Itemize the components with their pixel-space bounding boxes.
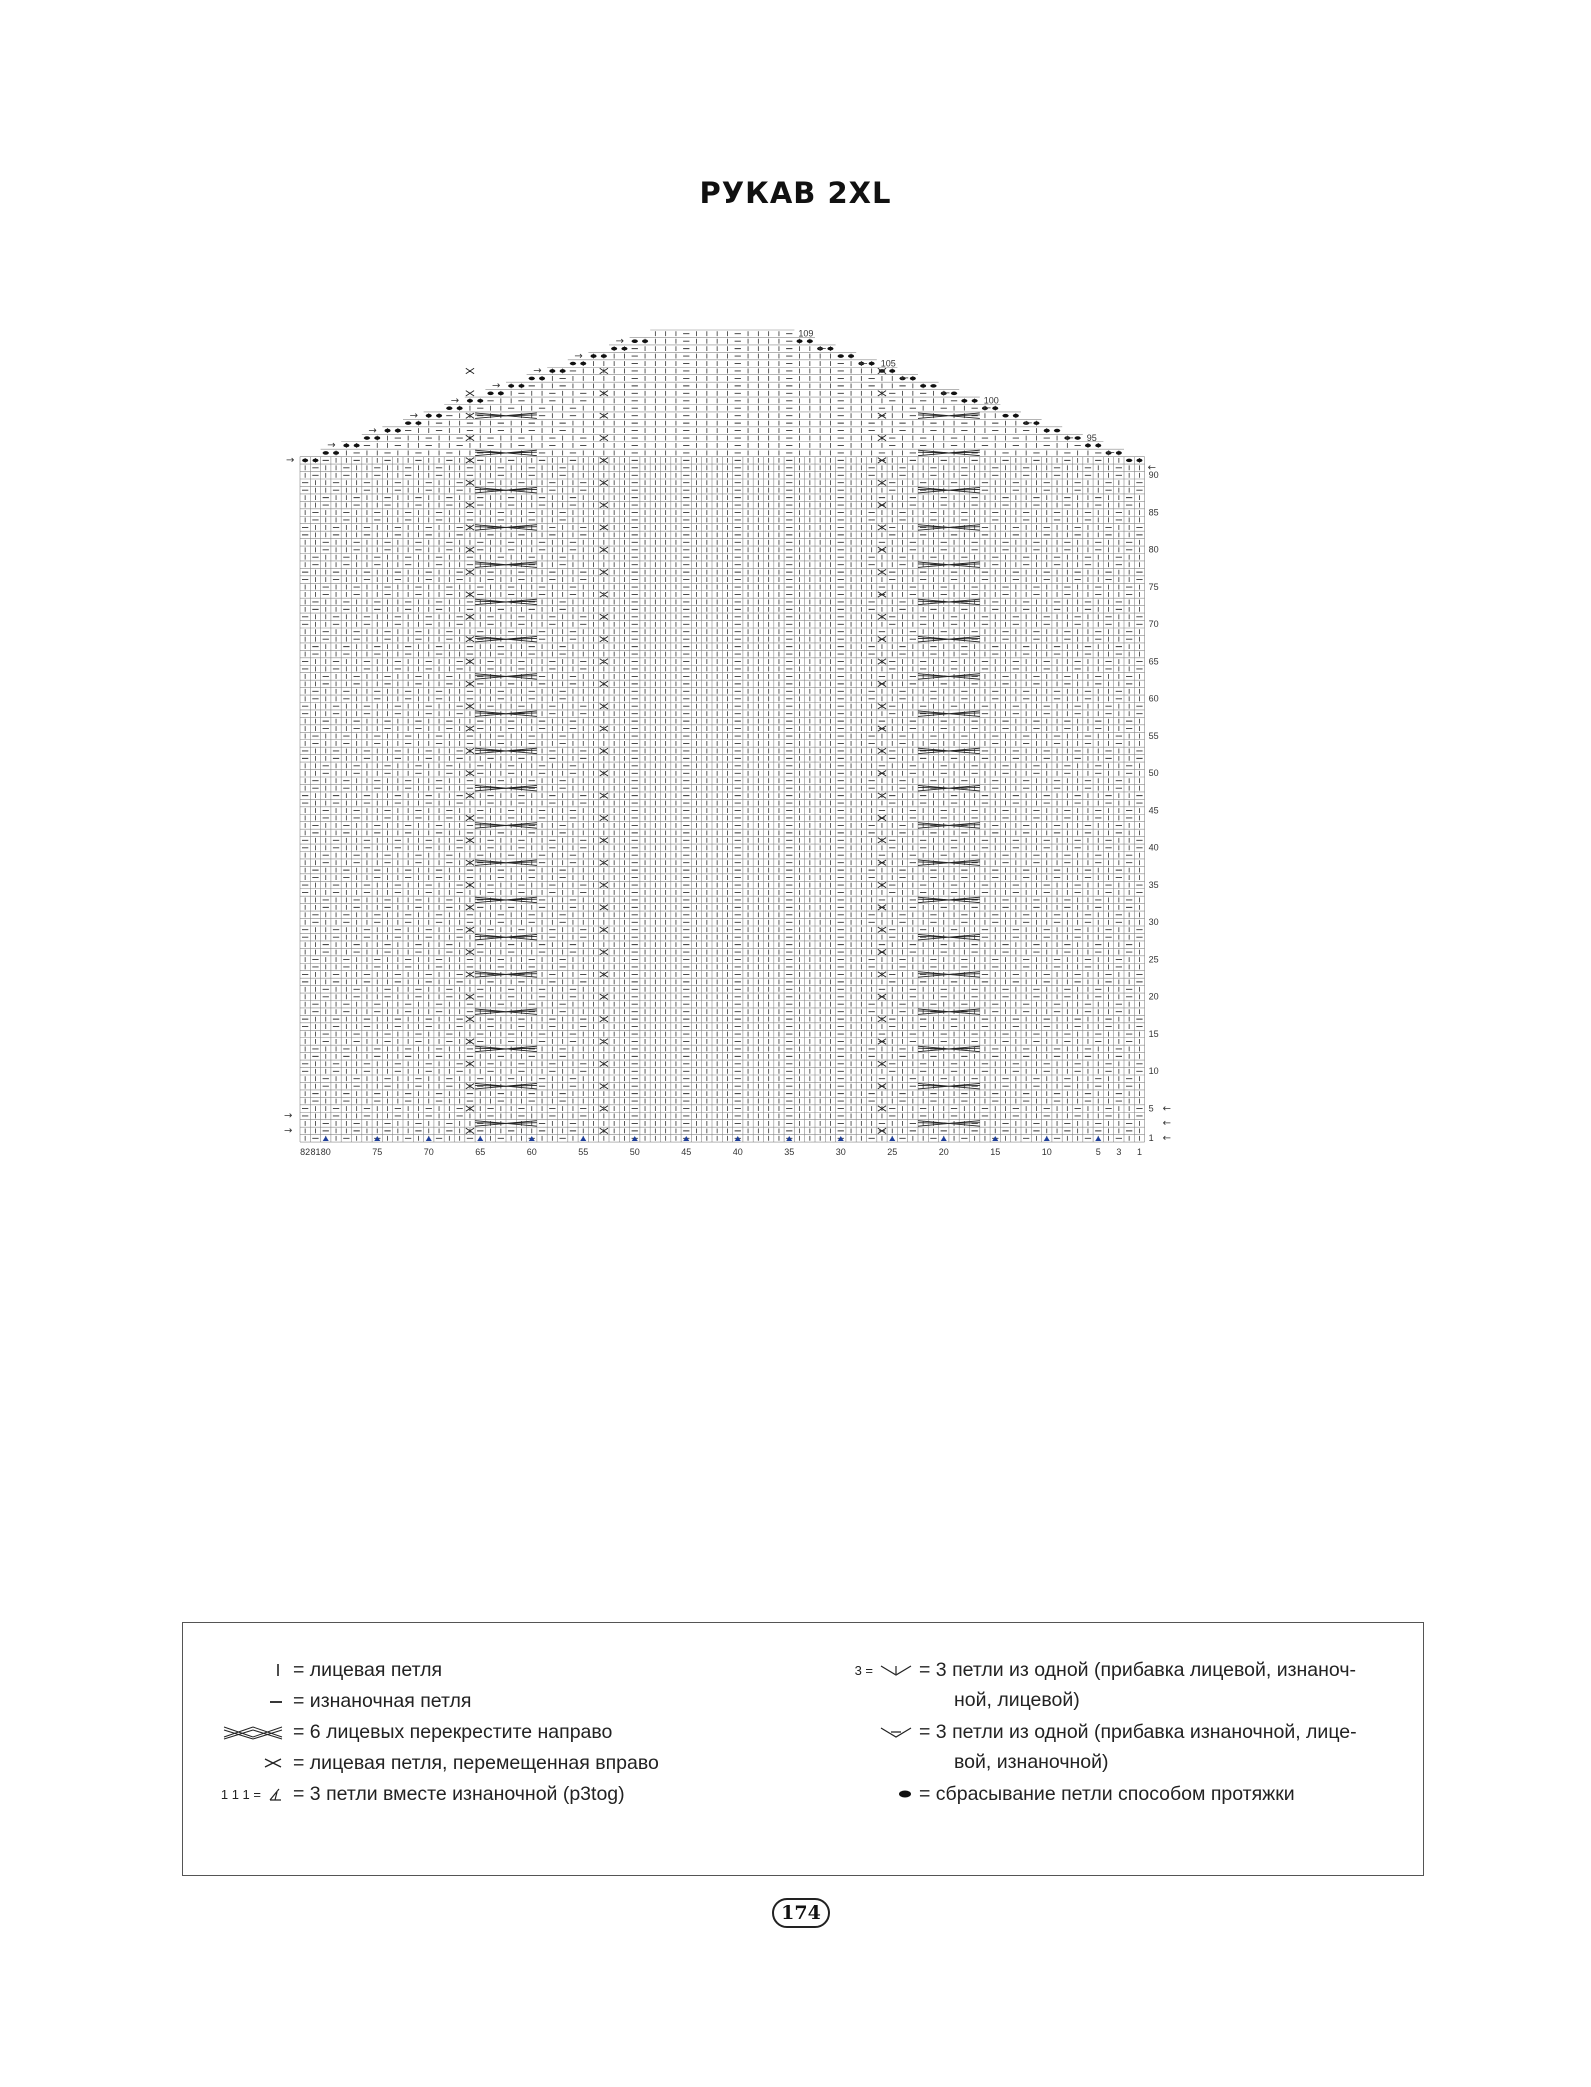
column-tick-label: 45 — [681, 1147, 692, 1158]
row-direction-arrow: → — [574, 350, 583, 362]
legend-text-knit: = лицевая петля — [293, 1658, 443, 1681]
row-direction-arrow: ← — [941, 388, 950, 400]
legend-box — [182, 1622, 1424, 1876]
row-direction-arrow: → — [284, 1125, 293, 1137]
row-tick-label: 100 — [983, 395, 999, 406]
row-direction-arrow: → — [327, 440, 336, 452]
row-tick-label: 70 — [1148, 619, 1159, 629]
row-tick-label: 109 — [798, 328, 814, 339]
row-tick-label: 35 — [1148, 879, 1159, 890]
increase-marker — [323, 1136, 329, 1141]
legend-item-cable — [183, 1718, 612, 1746]
legend-item-cross — [183, 1749, 659, 1777]
row-tick-label: 105 — [880, 358, 896, 369]
legend-text-inc-pkp-cont: вой, изнаночной) — [954, 1751, 1109, 1773]
knit-stitch-icon — [183, 1662, 283, 1678]
row-direction-arrow: ← — [1024, 417, 1033, 429]
row-tick-label: 15 — [1148, 1028, 1159, 1039]
increase-marker — [426, 1136, 432, 1141]
cable-6-right-icon — [183, 1724, 283, 1740]
increase-p-k-p-icon — [843, 1724, 913, 1740]
chart-svg — [270, 315, 1340, 1435]
chart-grid — [300, 330, 1145, 1142]
row-direction-arrow: → — [533, 365, 542, 377]
moved-right-stitch-icon — [183, 1755, 283, 1771]
column-tick-label: 20 — [938, 1147, 949, 1158]
row-direction-arrow: → — [284, 1110, 293, 1122]
column-tick-label: 80 — [320, 1147, 331, 1158]
row-tick-label: 50 — [1148, 768, 1159, 778]
row-tick-label: 85 — [1148, 507, 1159, 518]
increase-marker — [941, 1136, 947, 1141]
row-direction-arrow: ← — [900, 373, 909, 385]
inc-kpk-prefix: 3 = — [854, 1662, 873, 1678]
column-tick-label: 81 — [310, 1147, 321, 1158]
increase-marker — [477, 1136, 483, 1141]
increase-marker — [1044, 1136, 1050, 1141]
legend-item-inc-pkp — [843, 1718, 1357, 1746]
p3tog-prefix: 1 1 1 = — [220, 1786, 261, 1802]
legend-text-purl: = изнаночная петля — [293, 1689, 472, 1712]
page-title: РУКАВ 2XL — [699, 176, 892, 210]
bind-off-marks — [302, 339, 1142, 462]
row-tick-label: 1 — [1148, 1133, 1154, 1144]
column-tick-label: 60 — [526, 1147, 537, 1158]
row-direction-arrow: → — [368, 425, 377, 437]
column-tick-label: 5 — [1095, 1147, 1101, 1158]
column-tick-label: 25 — [887, 1147, 898, 1158]
purl-stitch-icon — [183, 1693, 283, 1709]
row-tick-label: 25 — [1148, 954, 1159, 965]
knitting-chart — [270, 315, 1340, 1435]
row-direction-arrow: → — [409, 410, 418, 422]
increase-marker — [889, 1136, 895, 1141]
row-tick-label: 20 — [1148, 991, 1159, 1002]
column-tick-label: 40 — [732, 1147, 743, 1158]
column-tick-label: 65 — [475, 1147, 486, 1158]
row-tick-label: 80 — [1148, 544, 1159, 555]
increase-k-p-k-icon — [843, 1662, 913, 1678]
column-tick-label: 30 — [835, 1147, 846, 1158]
legend-text-inc-kpk-cont: ной, лицевой) — [954, 1689, 1080, 1711]
row-tick-label: 65 — [1148, 656, 1159, 667]
row-direction-arrow: ← — [1065, 432, 1074, 444]
bind-off-dot-icon — [843, 1788, 913, 1800]
row-tick-label: 10 — [1148, 1066, 1159, 1076]
legend-text-p3tog: = 3 петли вместе изнаночной (p3tog) — [293, 1782, 625, 1805]
row-direction-arrow: → — [450, 395, 460, 407]
legend-item-knit — [183, 1656, 442, 1684]
row-tick-label: 75 — [1148, 581, 1159, 592]
row-tick-label: 45 — [1148, 805, 1159, 816]
column-tick-label: 35 — [784, 1147, 795, 1158]
legend-item-inc-kpk — [843, 1656, 1356, 1684]
column-tick-label: 82 — [300, 1147, 311, 1158]
row-tick-label: 90 — [1148, 470, 1159, 480]
row-tick-label: 30 — [1148, 917, 1159, 927]
legend-text-cable: = 6 лицевых перекрестите направо — [293, 1720, 613, 1743]
row-tick-label: 5 — [1148, 1103, 1154, 1114]
column-tick-label: 3 — [1116, 1147, 1122, 1158]
row-direction-arrow: ← — [1147, 462, 1156, 474]
column-tick-label: 1 — [1136, 1147, 1142, 1158]
page-number: 174 — [772, 1898, 830, 1928]
legend-item-purl — [183, 1687, 471, 1715]
legend-text-bind-off: = сбрасывание петли способом протяжки — [919, 1782, 1295, 1805]
row-direction-arrow: → — [286, 455, 295, 467]
legend-text-cross: = лицевая петля, перемещенная вправо — [293, 1751, 659, 1774]
column-tick-label: 55 — [578, 1147, 589, 1158]
legend-text-inc-pkp: = 3 петли из одной (прибавка изнаночной, лице- — [919, 1720, 1357, 1743]
row-direction-arrow: → — [492, 380, 501, 392]
column-tick-label: 10 — [1041, 1147, 1052, 1158]
row-tick-label: 60 — [1148, 693, 1159, 704]
row-tick-label: 55 — [1148, 730, 1159, 741]
p3tog-icon — [183, 1786, 283, 1802]
column-tick-label: 70 — [423, 1147, 434, 1158]
row-direction-arrow: ← — [982, 402, 992, 414]
row-direction-arrow: → — [615, 335, 624, 347]
row-direction-arrow: ← — [1162, 1133, 1171, 1145]
row-direction-arrow: ← — [1162, 1118, 1171, 1130]
row-tick-label: 40 — [1148, 842, 1159, 853]
column-tick-label: 15 — [990, 1147, 1001, 1158]
column-tick-label: 50 — [629, 1147, 640, 1158]
row-direction-arrow: ← — [859, 358, 868, 370]
increase-marker — [580, 1136, 586, 1141]
legend-text-inc-kpk: = 3 петли из одной (прибавка лицевой, изнаноч- — [919, 1658, 1356, 1681]
increase-marker — [1095, 1136, 1101, 1141]
row-tick-label: 95 — [1086, 432, 1097, 443]
legend-item-bind-off — [843, 1780, 1295, 1808]
row-direction-arrow: ← — [1162, 1103, 1171, 1115]
legend-item-p3tog — [183, 1780, 625, 1808]
row-direction-arrow: ← — [1106, 447, 1115, 459]
column-tick-label: 75 — [372, 1147, 383, 1158]
row-direction-arrow: ← — [818, 343, 827, 355]
